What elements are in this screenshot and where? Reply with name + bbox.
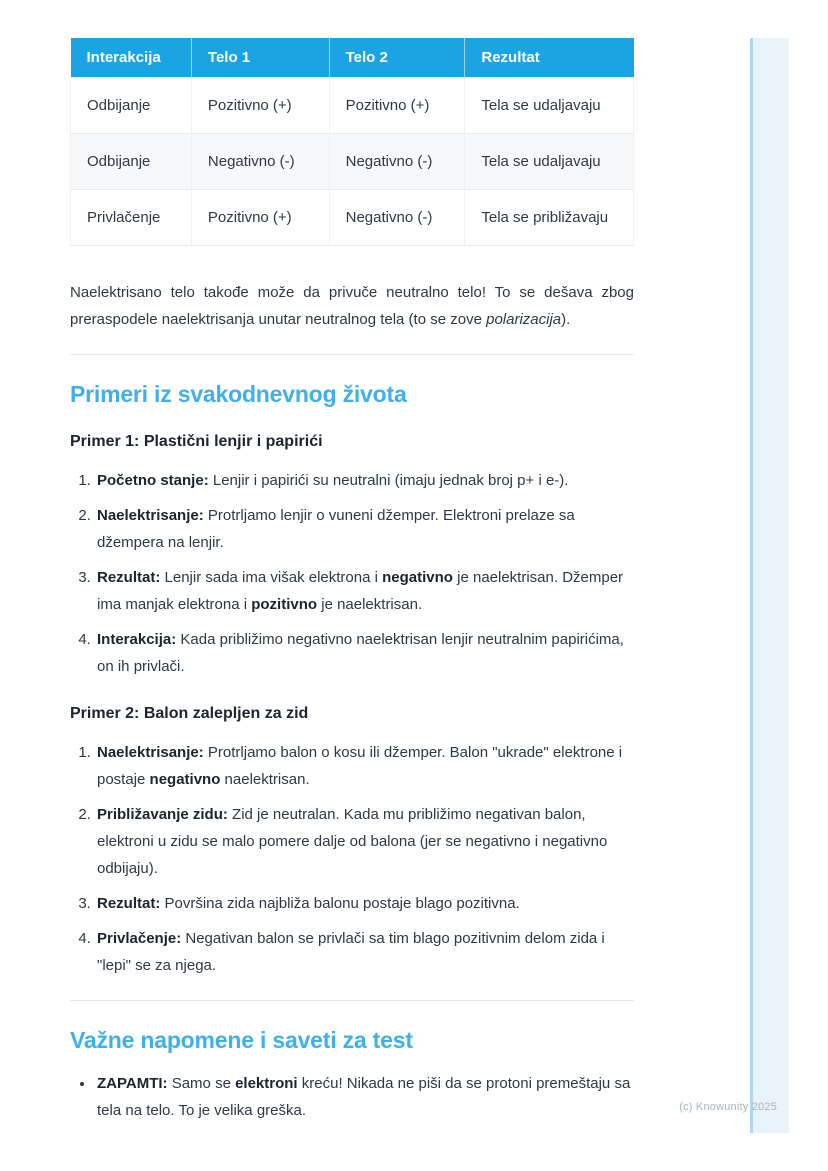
table-cell: Odbijanje [71, 134, 192, 190]
example2-list [70, 739, 634, 979]
side-page-strip [750, 38, 789, 1133]
list-item: 1. Naelektrisanje: Protrljamo balon o kosu ili džemper. Balon "ukrade" elektrone i postaje negativno naelektrisan. [95, 739, 634, 793]
intro-paragraph: Naelektrisano telo takođe može da privuče neutralno telo! To se dešava zbog preraspodele naelektrisanja unutar neutralnog tela (to se zove polarizacija). [70, 284, 634, 328]
table-cell: Pozitivno (+) [191, 190, 329, 246]
table-header-row [71, 38, 634, 78]
list-item: 3. Rezultat: Površina zida najbliža balonu postaje blago pozitivna. [95, 890, 634, 917]
table-cell: Pozitivno (+) [191, 78, 329, 134]
table-header-rezultat: Rezultat [465, 38, 634, 78]
section-title-notes: Važne napomene i saveti za test [70, 1027, 413, 1053]
section-divider [70, 1000, 634, 1001]
notes-list [70, 1070, 634, 1124]
section-title-examples: Primeri iz svakodnevnog života [70, 381, 407, 407]
list-item: • ZAPAMTI: Samo se elektroni kreću! Nikada ne piši da se protoni premeštaju sa tela na telo. To je velika greška. [95, 1070, 634, 1124]
table-header-telo2: Telo 2 [329, 38, 465, 78]
example1-list [70, 467, 634, 680]
list-item: 2. Naelektrisanje: Protrljamo lenjir o vuneni džemper. Elektroni prelaze sa džempera na lenjir. [95, 502, 634, 556]
example2-title: Primer 2: Balon zalepljen za zid [70, 705, 309, 722]
table-header-interakcija: Interakcija [71, 38, 192, 78]
list-item: 2. Približavanje zidu: Zid je neutralan. Kada mu približimo negativan balon, elektroni u zidu se malo pomere dalje od balona (jer se negativno i negativno odbijaju). [95, 801, 634, 882]
copyright-footer: (c) Knowunity 2025 [679, 1101, 777, 1113]
table-cell: Tela se udaljavaju [465, 78, 634, 134]
table-row [71, 190, 634, 246]
list-item: 1. Početno stanje: Lenjir i papirići su neutralni (imaju jednak broj p+ i e-). [95, 467, 634, 494]
table-cell: Negativno (-) [191, 134, 329, 190]
interaction-table [70, 38, 634, 246]
table-cell: Negativno (-) [329, 190, 465, 246]
table-cell: Pozitivno (+) [329, 78, 465, 134]
document-content [70, 38, 634, 1124]
table-row [71, 78, 634, 134]
table-cell: Tela se udaljavaju [465, 134, 634, 190]
list-item: 3. Rezultat: Lenjir sada ima višak elektrona i negativno je naelektrisan. Džemper ima manjak elektrona i pozitivno je naelektrisan. [95, 564, 634, 618]
table-cell: Privlačenje [71, 190, 192, 246]
table-row [71, 134, 634, 190]
list-item: 4. Privlačenje: Negativan balon se privlači sa tim blago pozitivnim delom zida i "lepi" se za njega. [95, 925, 634, 979]
list-item: 4. Interakcija: Kada približimo negativno naelektrisan lenjir neutralnim papirićima, on ih privlači. [95, 626, 634, 680]
table-cell: Tela se približavaju [465, 190, 634, 246]
table-header-telo1: Telo 1 [191, 38, 329, 78]
section-divider [70, 354, 634, 355]
table-cell: Odbijanje [71, 78, 192, 134]
example1-title: Primer 1: Plastični lenjir i papirići [70, 433, 323, 450]
table-cell: Negativno (-) [329, 134, 465, 190]
